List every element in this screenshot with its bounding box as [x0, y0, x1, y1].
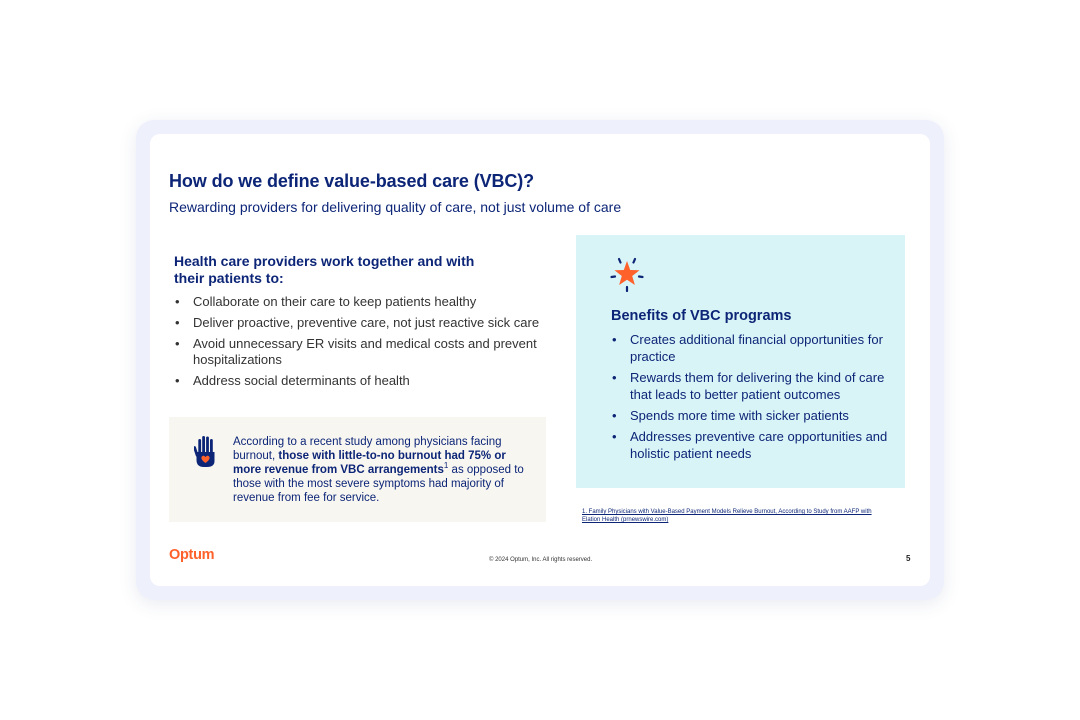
star-burst-icon	[610, 256, 644, 292]
callout-text-highlight: those with little-to-no burnout had 75% or more revenue from VBC arrangements	[233, 450, 506, 476]
study-callout	[169, 417, 546, 522]
hand-heart-icon	[194, 435, 218, 469]
benefits-heading: Benefits of VBC programs	[611, 308, 792, 324]
providers-list	[174, 294, 564, 394]
page-number: 5	[906, 554, 911, 563]
benefits-list	[611, 331, 896, 466]
list-item: • Collaborate on their care to keep patients healthy	[174, 294, 564, 310]
list-item: • Spends more time with sicker patients	[611, 407, 896, 424]
list-item: • Rewards them for delivering the kind of care that leads to better patient outcomes	[611, 369, 896, 403]
copyright-text: © 2024 Optum, Inc. All rights reserved.	[489, 557, 593, 563]
slide-subtitle: Rewarding providers for delivering quality of care, not just volume of care	[169, 199, 622, 215]
benefits-panel	[576, 235, 905, 488]
slide-title: How do we define value-based care (VBC)?	[169, 171, 535, 191]
list-item: • Addresses preventive care opportunities and holistic patient needs	[611, 428, 896, 462]
list-item: • Deliver proactive, preventive care, not just reactive sick care	[174, 315, 564, 331]
slide	[150, 134, 930, 586]
list-item: • Creates additional financial opportunities for practice	[611, 331, 896, 365]
callout-text-intro: According to a recent study among physicians facing burnout,	[233, 436, 502, 462]
list-item: • Avoid unnecessary ER visits and medical costs and prevent hospitalizations	[174, 336, 564, 368]
callout-text-outro: as opposed to those with the most severe symptoms had majority of revenue from fee for service.	[233, 464, 524, 504]
providers-heading: Health care providers work together and with their patients to:	[174, 253, 475, 286]
study-callout-text	[233, 435, 528, 505]
footnote-link[interactable]: 1. Family Physicians with Value-Based Payment Models Relieve Burnout, According to Study from AAFP with Elation Health (prnewswire.com)	[582, 509, 872, 523]
optum-logo: Optum	[169, 547, 215, 563]
footnote-marker: 1	[443, 461, 449, 471]
list-item: • Address social determinants of health	[174, 373, 564, 389]
